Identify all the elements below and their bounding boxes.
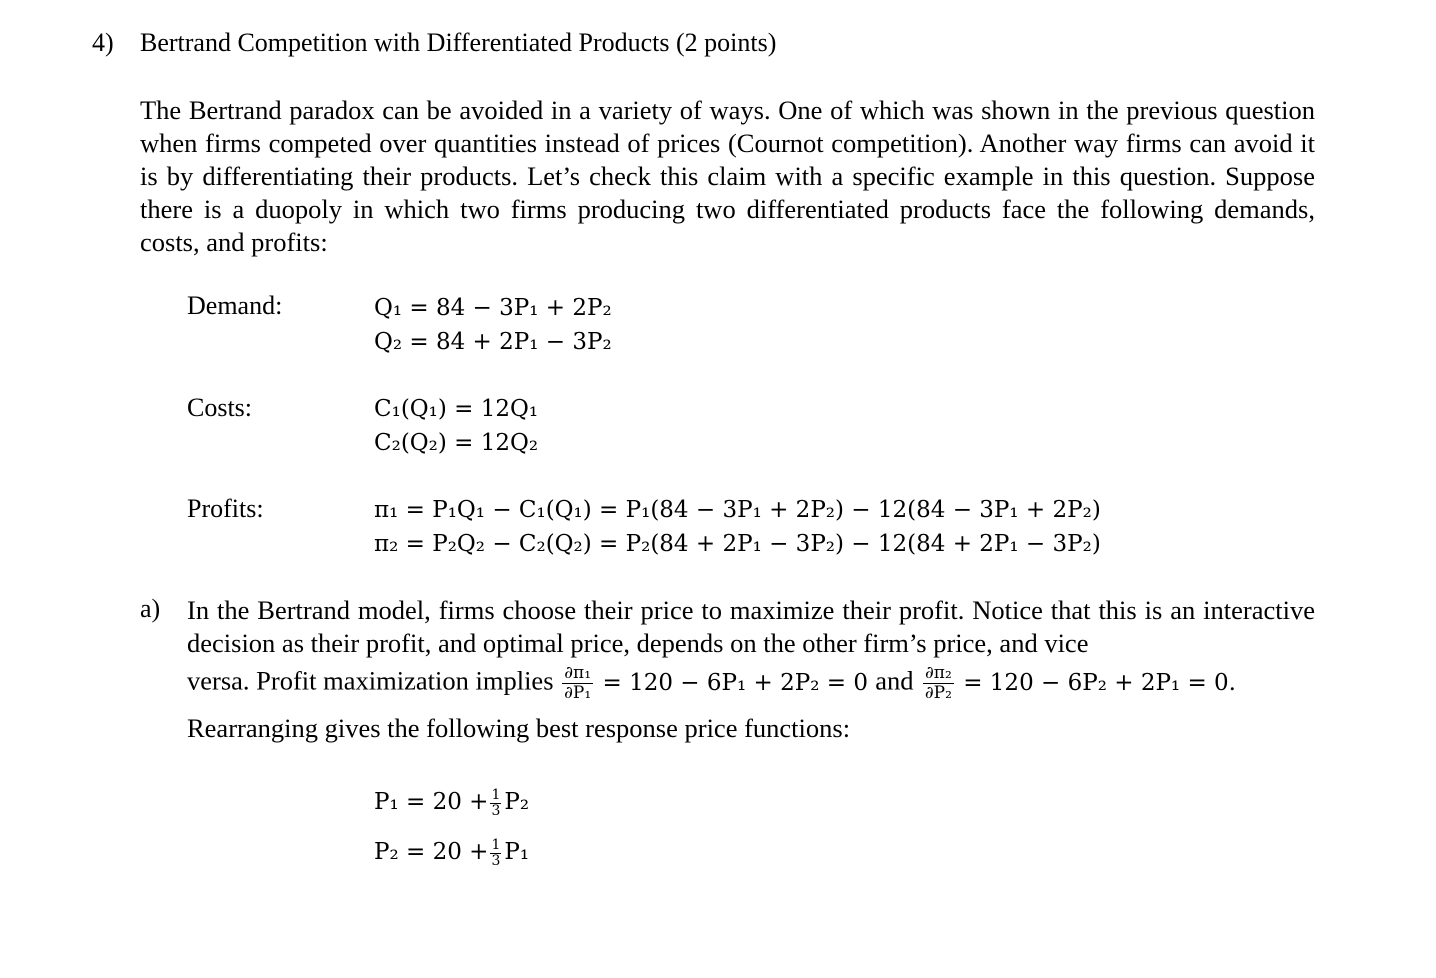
foc-2-numerator: ∂π₂ <box>923 664 954 684</box>
foc-1 <box>560 663 875 703</box>
foc-1-denominator: ∂P₁ <box>564 683 592 703</box>
and-word: and <box>875 665 914 696</box>
question-number: 4) <box>92 28 114 57</box>
profit-equation-1: π₁ = P₁Q₁ − C₁(Q₁) = P₁(84 − 3P₁ + 2P₂) − 12(84 − 3P₁ + 2P₂) <box>374 497 1101 523</box>
question-title: Bertrand Competition with Differentiated Products (2 points) <box>140 28 777 57</box>
costs-label: Costs: <box>187 393 253 422</box>
demand-equation-1: Q₁ = 84 − 3P₁ + 2P₂ <box>374 295 612 321</box>
br-p2-var: P₁ <box>504 839 530 865</box>
part-a-letter: a) <box>140 594 161 623</box>
foc-1-fraction <box>562 664 593 703</box>
foc-1-numerator: ∂π₁ <box>562 664 593 684</box>
best-response-p2 <box>374 836 529 869</box>
foc-line-prefix: versa. Profit maximization implies <box>187 665 554 696</box>
br-p2-fraction <box>490 838 501 869</box>
part-a-foc-line <box>187 664 1236 703</box>
profit-equation-2: π₂ = P₂Q₂ − C₂(Q₂) = P₂(84 + 2P₁ − 3P₂) − 12(84 + 2P₁ − 3P₂) <box>374 531 1101 557</box>
br-p2-frac-num: 1 <box>491 836 501 853</box>
foc-2-fraction <box>923 664 954 703</box>
br-p2-lhs: P₂ = 20 + <box>374 839 489 865</box>
part-a-paragraph: In the Bertrand model, firms choose their price to maximize their profit. Notice that this is an interactive decision as their profit, and optimal price, depends on the other firm’s price, and vice <box>187 595 1315 658</box>
intro-paragraph: The Bertrand paradox can be avoided in a variety of ways. One of which was shown in the previous question when firms competed over quantities instead of prices (Cournot competition). Another way firms can avoid it is by differentiating their products. Let’s check this claim with a specific example in this question. Suppose there is a duopoly in which two firms producing two differentiated products face the following demands, costs, and profits: <box>140 95 1315 257</box>
br-p1-lhs: P₁ = 20 + <box>374 789 489 815</box>
br-p1-var: P₂ <box>504 789 530 815</box>
best-response-p1 <box>374 786 529 819</box>
cost-equation-1: C₁(Q₁) = 12Q₁ <box>374 396 539 422</box>
cost-equation-2: C₂(Q₂) = 12Q₂ <box>374 430 539 456</box>
part-a-rearranging-line: Rearranging gives the following best response price functions: <box>187 713 851 743</box>
br-p1-fraction <box>490 788 501 819</box>
foc-2-rhs: = 120 − 6P₂ + 2P₁ = 0. <box>963 669 1236 696</box>
foc-2-denominator: ∂P₂ <box>924 683 952 703</box>
foc-1-rhs: = 120 − 6P₁ + 2P₂ = 0 <box>602 669 868 696</box>
br-p1-frac-den: 3 <box>491 802 501 819</box>
demand-label: Demand: <box>187 291 283 320</box>
br-p2-frac-den: 3 <box>491 852 501 869</box>
demand-equation-2: Q₂ = 84 + 2P₁ − 3P₂ <box>374 329 612 355</box>
br-p1-frac-num: 1 <box>491 786 501 803</box>
foc-2 <box>914 663 1236 703</box>
profits-label: Profits: <box>187 494 264 523</box>
